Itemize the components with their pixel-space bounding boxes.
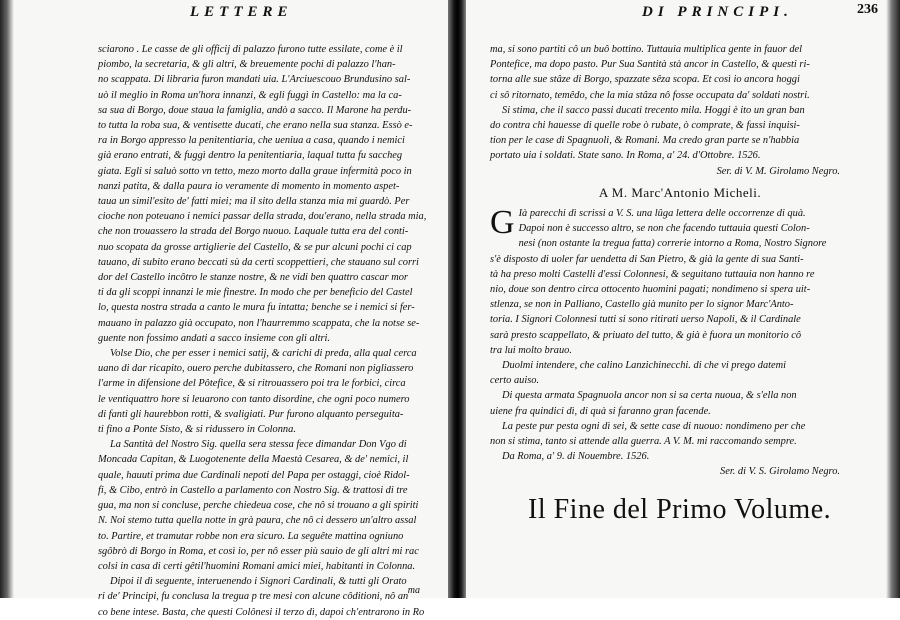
right-page xyxy=(462,0,900,598)
text-line: Dipoi il dì seguente, interuenendo i Signori Cardinali, & tutti gli Orato xyxy=(110,576,407,588)
letter-line: s'è disposto di uoler far uendetta di San Pietro, & già la gente di sua Santi- xyxy=(490,253,804,265)
left-page-text xyxy=(98,42,438,620)
text-line: uano di dar ricapito, ouero perche dubitassero, che Romani non pigliassero xyxy=(98,363,414,375)
letter-line: Da Roma, a' 9. di Nouembre. 1526. xyxy=(502,451,650,463)
text-line: ci sô ritornato, temêdo, che la mia stâza nô fosse occupata da' soldati nostri. xyxy=(490,89,810,101)
right-page-text xyxy=(490,42,870,480)
text-line: ti da gli scoppi innanzi le mie finestre. In modo che per beneficio del Castel xyxy=(98,287,413,299)
text-line: portato uia i soldati. State sano. In Roma, a' 24. d'Ottobre. 1526. xyxy=(490,150,761,162)
text-line: ma, si sono partiti cô un buô bottino. Tuttauia multiplica gente in fauor del xyxy=(490,44,803,55)
text-line: ti fino a Ponte Sisto, & si ridussero in Colonna. xyxy=(98,424,296,436)
letter-line: certo auiso. xyxy=(490,375,540,387)
text-line: uò il meglio in Roma un'hora innanzi, & egli fuggì in Castello: ma la ca- xyxy=(98,89,402,101)
text-line: le ventiquattro hore si leuarono con tanto disordine, che ogni poco numero xyxy=(98,393,410,405)
drop-cap: G xyxy=(490,204,515,242)
letter-line: G Ià parecchi dì scrissi a V. S. una lûga lettera delle occorrenze di quà. xyxy=(490,204,806,242)
page-number: 236 xyxy=(857,2,878,17)
text-line: l'arme in difensione del Pôtefice, & si ritrouassero poi tra le forbici, circa xyxy=(98,378,406,390)
text-line: do contra chi hauesse di quelle robe ò rubate, ò comprate, & fassi inquisi- xyxy=(490,120,800,132)
text-line: sgôbrò di Borgo in Roma, et così io, per nô esser più sauio de gli altri mi rac xyxy=(98,545,419,557)
book-edge-right xyxy=(886,0,900,598)
text-line: La Santità del Nostro Sig. quella sera stessa fece dimandar Don Vgo di xyxy=(110,439,407,451)
text-line: fi, & Cibo, entrò in Castello a parlamento con Nostro Sig. & trattosi di tre xyxy=(98,484,408,496)
text-line: sa sua di Borgo, doue staua la famiglia, andò a sacco. Il Marone ha perdu- xyxy=(98,104,412,116)
text-line: che non trouassero la strada del Borgo nuouo. Laquale tutta era del conti- xyxy=(98,226,409,238)
letter-line: nesi (non ostante la tregua fatta) correrie intorno a Roma, Nostro Signore xyxy=(518,238,827,250)
letter-line: Di questa armata Spagnuola ancor non si sa certa nuoua, & s'ella non xyxy=(502,390,797,402)
text-line: dor del Castello incôtro le stanze nostre, & ne vidi ben quattro cascar mor xyxy=(98,272,408,284)
right-running-head: DI PRINCIPI. xyxy=(642,4,793,20)
text-line: già erano entrati, & fuggì dentro la penitentiaria, laqual tutta fu saccheg xyxy=(98,150,403,162)
letter-line: sarà presto scappellato, & priuato del tutto, & già è fuora un monitorio cô xyxy=(490,329,802,341)
text-line: guente non fossimo andati a sacco insieme con gli altri. xyxy=(98,332,331,344)
letter-body xyxy=(490,206,870,464)
left-running-head: LETTERE xyxy=(190,4,293,20)
text-line: tion per le case di Spagnuoli, & Romani. Ma credo gran parte se n'habbia xyxy=(490,135,800,147)
text-line: quale, hauuti prima due Cardinali nepoti del Papa per ostaggi, cioè Ridol- xyxy=(98,469,410,481)
signature-second: Ser. di V. S. Girolamo Negro. xyxy=(720,466,840,478)
text-line: ra in Borgo appresso la penitentiaria, che ueniua a casa, quando i nemici xyxy=(98,135,405,147)
text-line: co bene intese. Basta, che questi Colônesi il terzo dì, dapoi ch'entrarono in Ro xyxy=(98,606,425,618)
text-line: giata. Egli si saluò sotto vn tetto, mezo morto dalla graue infermità poco in xyxy=(98,165,412,177)
letter-line: nio, doue son dentro circa ottocento huomini pagati; nondimeno si spera uit- xyxy=(490,284,811,296)
text-line: Pontefice, ma dopo pasto. Pur Sua Santità stà ancor in Castello, & questi ri- xyxy=(490,59,810,71)
text-line: gua, ma non si concluse, perche chiedeua cose, che nô si trouano a gli spiriti xyxy=(98,500,419,512)
text-line: ri de' Principi, fu conclusa la tregua p tre mesi con alcune côditioni, nô an xyxy=(98,591,409,603)
letter-line: Dapoi non è successo altro, se non che facendo tuttauia questi Colon- xyxy=(518,223,810,235)
text-line: to tutta la roba sua, & ventisette ducati, che erano nella sua stanza. Essò e- xyxy=(98,120,413,132)
text-line: nuo scopata da grosse artiglierie del Castello, & se pur alcuni pochi ci cap xyxy=(98,241,412,253)
text-line: no scappata. Di librarìa furon mandati uia. L'Arciuescouo Brundusino sal- xyxy=(98,74,411,86)
text-line: nanzi patita, & dalla paura io veramente di momento in momento aspet- xyxy=(98,180,400,192)
text-line: tauano, di subito erano beccati sù da certi scoppettieri, che stauano sul corri xyxy=(98,256,419,268)
letter-line: stlenza, se non in Palliano, Castello già munito per lo signor Marc'Anto- xyxy=(490,299,794,311)
signature-first: Ser. di V. M. Girolamo Negro. xyxy=(716,165,840,177)
text-line: taua un simil'esito de' fatti miei; ma il sito della stanza mia mi guardò. Per xyxy=(98,196,410,208)
text-line: Si stima, che il sacco passi ducati trecento mila. Hoggi è ito un gran ban xyxy=(502,104,805,116)
letter-line: tra lui molto brauo. xyxy=(490,344,572,356)
text-line: mauano in palazzo già occupato, non l'haurremmo scappata, che la notse se- xyxy=(98,317,420,329)
left-catchword: ma xyxy=(407,585,420,596)
text-line: N. Noi stemo tutta quella notte in grà paura, che nô ci dessero un'altro assal xyxy=(98,515,417,527)
closing-title: Il Fine del Primo Volume. xyxy=(528,494,832,525)
letter-line: tà ha preso molti Castelli d'essi Colonnesi, & seguitano tuttauia non hanno re xyxy=(490,268,815,280)
letter-line: non si stima, tanto si attende alla guerra. A V. M. mi raccomando sempre. xyxy=(490,436,797,448)
text-line: cioche non poteuano i nemici passar della strada, dou'erano, nella strada mia, xyxy=(98,211,427,223)
text-line: sciarono . Le casse de gli officij di palazzo furono tutte essilate, come è il xyxy=(98,44,403,55)
letter-addressee: A M. Marc'Antonio Micheli. xyxy=(598,184,762,200)
text-line: to. Partire, et tramutar robbe non era sicuro. La seguête mattina ogniuno xyxy=(98,530,404,542)
text-line: colsi in casa di certi gêtil'huomini Romani amici miei, habitanti in Colonna. xyxy=(98,560,416,572)
text-line: lo, questa nostra strada a canto le mura fu intatta; benche se i nemici si fer- xyxy=(98,302,415,314)
letter-line: uiene fra quindici dì, di quà si faranno gran facende. xyxy=(490,405,711,417)
text-line: Volse Dio, che per esser i nemici satij, & carichi di preda, alla qual cerca xyxy=(110,348,417,360)
text-line: Moncada Capitan, & Luogotenente della Maestà Cesarea, & de' nemici, il xyxy=(98,454,409,466)
letter-line: toria. I Signori Colonnesi tutti si sono ritirati uerso Napoli, & il Cardinale xyxy=(490,314,801,326)
letter-ending xyxy=(490,42,870,164)
letter-line: La peste pur pesta ogni dì sei, & sette case di nuouo: nondimeno per che xyxy=(502,420,806,432)
text-line: di fanti gli haurebbon rotti, & svaligiati. Pur furono alquanto perseguita- xyxy=(98,408,404,420)
text-line: torna alle sue stâze di Borgo, spazzate sêza scopa. Et così io ancora hoggi xyxy=(490,74,800,86)
text-line: piombo, la secretaria, & gli altri, & breuemente pochi di palazzo l'han- xyxy=(98,59,396,71)
letter-line: Duolmi intendere, che calino Lanzichinecchi. di che vi prego datemi xyxy=(502,360,787,372)
